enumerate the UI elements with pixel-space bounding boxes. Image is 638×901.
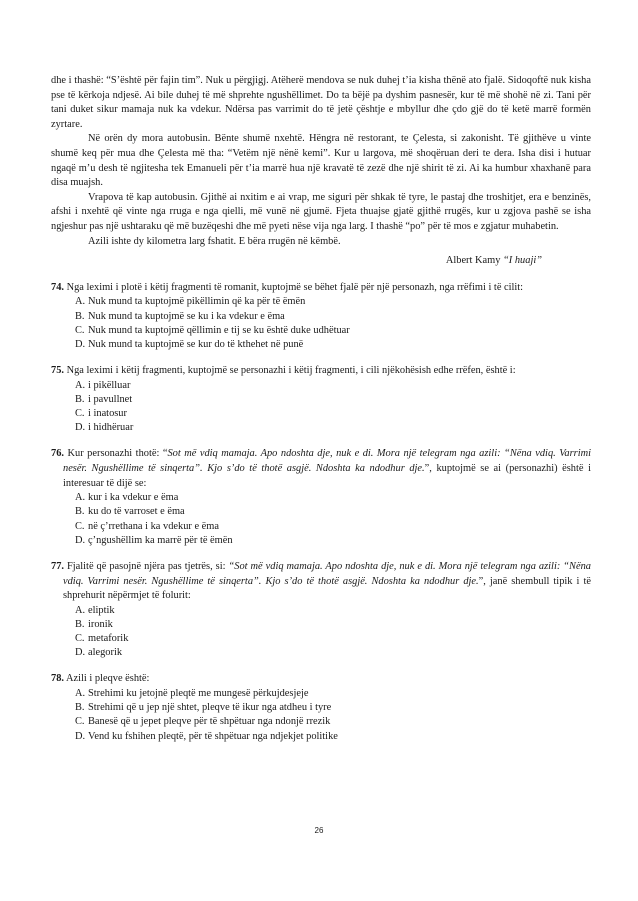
- question-text: Nga leximi i këtij fragmenti, kuptojmë se personazhi i këtij fragmenti, i cili njëkohësish edhe rrëfen, është i:: [66, 365, 516, 377]
- document-page: [51, 74, 591, 744]
- option-letter: B.: [75, 393, 85, 405]
- answer-options: [51, 379, 591, 436]
- answer-option: [51, 324, 591, 338]
- option-letter: D.: [75, 647, 86, 659]
- question-text: Azili i pleqve është:: [66, 673, 150, 685]
- option-letter: A.: [75, 492, 86, 504]
- option-letter: D.: [75, 422, 86, 434]
- option-letter: B.: [75, 506, 85, 518]
- answer-option: [51, 701, 591, 715]
- answer-option: [51, 730, 591, 744]
- option-letter: C.: [75, 633, 85, 645]
- option-letter: C.: [75, 716, 85, 728]
- option-letter: D.: [75, 338, 86, 350]
- question-text: ”, janë shembull tipik i të shprehurit nëpërmjet të folurit:: [63, 575, 591, 602]
- option-letter: C.: [75, 324, 85, 336]
- question-76: [51, 447, 591, 548]
- question-number: 74.: [51, 281, 64, 293]
- option-text: metaforik: [88, 633, 129, 645]
- option-text: Strehimi ku jetojnë pleqtë me mungesë përkujdesjeje: [88, 688, 309, 700]
- source-attribution: [51, 254, 591, 269]
- passage-paragraph: Në orën dy mora autobusin. Bënte shumë nxehtë. Hëngra në restorant, te Çelesta, si zakonisht. Të gjithëve u vinte shumë keq për mua dhe Çelesta më tha: “Vetëm një nënë kemi”. Kur u largova, më shoqëruan deri te dera. Isha disi i hutuar ngaqë m’u desh të ngjitesha tek Emanueli për t’ia marrë hua një kravatë të zezë dhe një shirit të zi. Ai ka humbur xhaxhanë para disa muajsh.: [51, 133, 591, 189]
- question-text: Nga leximi i plotë i këtij fragmenti të romanit, kuptojmë se bëhet fjalë për një personazh, nga rrëfimi i të cilit:: [66, 281, 524, 293]
- answer-option: [51, 632, 591, 646]
- option-text: ironik: [88, 618, 113, 630]
- question-number: 75.: [51, 365, 64, 377]
- passage-paragraph: Azili ishte dy kilometra larg fshatit. E bëra rrugën në këmbë.: [88, 235, 341, 247]
- question-text: Kur personazhi thotë: “: [67, 448, 168, 460]
- passage-paragraph: Vrapova të kap autobusin. Gjithë ai nxitim e ai vrap, me siguri për shkak të tyre, le pastaj dhe troshitjet, era e benzinës, afshi i nxehtë që vinte nga rruga e nga qielli, më vunë në gjumë. Fjeta thuajse gjatë gjithë rrugës, kur u zgjova pashë se isha ngjeshur pas një ushtaraku që më buzëqeshi dhe më pyeti nëse vija nga larg. I thashë “po” për të mos e zgjatur muhabetin.: [51, 191, 591, 232]
- answer-option: [51, 604, 591, 618]
- option-text: Nuk mund ta kuptojmë qëllimin e tij se ku është duke udhëtuar: [88, 324, 350, 336]
- question-78: [51, 672, 591, 743]
- question-number: 77.: [51, 560, 64, 572]
- answer-option: [51, 491, 591, 505]
- answer-option: [51, 295, 591, 309]
- answer-options: [51, 687, 591, 744]
- option-text: në ç’rrethana i ka vdekur e ëma: [88, 520, 219, 532]
- answer-option: [51, 407, 591, 421]
- option-letter: A.: [75, 604, 86, 616]
- question-stem: [51, 447, 591, 491]
- option-text: i pavullnet: [88, 393, 133, 405]
- answer-option: [51, 715, 591, 729]
- option-letter: B.: [75, 310, 85, 322]
- author-name: Albert Kamy: [445, 255, 501, 267]
- option-letter: D.: [75, 534, 86, 546]
- answer-option: [51, 393, 591, 407]
- option-text: ç’ngushëllim ka marrë për të ëmën: [88, 534, 233, 546]
- answer-option: [51, 379, 591, 393]
- quoted-text: “Sot më vdiq mamaja. Apo ndoshta dje, nuk e di. Mora një telegram nga azili: “Nëna vdiq. Varrimi nesër. Ngushëllime të sinqerta”. Kjo s’do të thotë asgjë. Ndoshta ka ndodhur dje.: [63, 560, 591, 587]
- question-text: Fjalitë që pasojnë njëra pas tjetrës, si:: [67, 560, 229, 572]
- option-text: i pikëlluar: [88, 379, 131, 391]
- answer-option: [51, 421, 591, 435]
- question-number: 78.: [51, 673, 64, 685]
- option-text: i inatosur: [88, 408, 127, 420]
- option-text: Vend ku fshihen pleqtë, për të shpëtuar nga ndjekjet politike: [88, 730, 338, 742]
- answer-option: [51, 310, 591, 324]
- option-letter: B.: [75, 702, 85, 714]
- question-stem: [51, 364, 591, 379]
- answer-option: [51, 618, 591, 632]
- question-stem: [51, 281, 591, 296]
- page-number: 26: [314, 826, 324, 835]
- option-text: alegorik: [88, 647, 123, 659]
- option-text: Banesë që u jepet pleqve për të shpëtuar nga ndonjë rrezik: [88, 716, 331, 728]
- option-letter: D.: [75, 730, 86, 742]
- option-text: kur i ka vdekur e ëma: [88, 492, 179, 504]
- question-75: [51, 364, 591, 435]
- quoted-text: Sot më vdiq mamaja. Apo ndoshta dje, nuk e di. Mora një telegram nga azili: “Nëna vdiq. Varrimi nesër. Ngushëllime të sinqerta”. Kjo s’do të thotë asgjë. Ndoshta ka ndodhur dje.: [63, 448, 591, 474]
- option-text: Strehimi që u jep një shtet, pleqve të ikur nga atdheu i tyre: [88, 702, 332, 714]
- answer-option: [51, 687, 591, 701]
- answer-options: [51, 295, 591, 352]
- option-letter: C.: [75, 520, 85, 532]
- option-letter: A.: [75, 296, 86, 308]
- answer-option: [51, 520, 591, 534]
- answer-options: [51, 491, 591, 548]
- option-letter: A.: [75, 688, 86, 700]
- option-text: Nuk mund ta kuptojmë se kur do të kthehet në punë: [88, 338, 304, 350]
- option-text: ku do të varroset e ëma: [88, 506, 185, 518]
- option-text: Nuk mund ta kuptojmë pikëllimin që ka për të ëmën: [88, 296, 306, 308]
- answer-option: [51, 534, 591, 548]
- option-letter: C.: [75, 408, 85, 420]
- question-stem: [51, 560, 591, 604]
- answer-option: [51, 505, 591, 519]
- option-letter: A.: [75, 379, 86, 391]
- answer-options: [51, 604, 591, 661]
- option-text: i hidhëruar: [88, 422, 134, 434]
- question-stem: [51, 672, 591, 687]
- work-title: “I huaji”: [503, 255, 542, 267]
- passage-paragraph: dhe i thashë: “S’është për fajin tim”. Nuk u përgjigj. Atëherë mendova se nuk duhej t’ia kisha thënë ato fjalë. Sidoqoftë nuk kisha pse të kërkoja ndjesë. Ai bile duhej të më shprehte ngushëllimet. Do ta bëjë pa dyshim pasnesër, kur të më shohë në zi. Tani për tani duket sikur mamaja nuk ka vdekur. Ndërsa pas varrimit do të jetë çështje e mbyllur dhe çdo gjë do të ketë marrë formën zyrtare.: [51, 75, 591, 130]
- question-text: ”, kuptojmë se ai (personazhi) është i interesuar të dijë se:: [63, 463, 591, 489]
- option-text: Nuk mund ta kuptojmë se ku i ka vdekur e ëma: [88, 310, 285, 322]
- question-74: [51, 281, 591, 352]
- option-letter: B.: [75, 618, 85, 630]
- question-number: 76.: [51, 448, 64, 460]
- question-list: [51, 281, 591, 744]
- passage: [51, 74, 591, 249]
- answer-option: [51, 338, 591, 352]
- answer-option: [51, 646, 591, 660]
- option-text: eliptik: [88, 604, 115, 616]
- question-77: [51, 560, 591, 661]
